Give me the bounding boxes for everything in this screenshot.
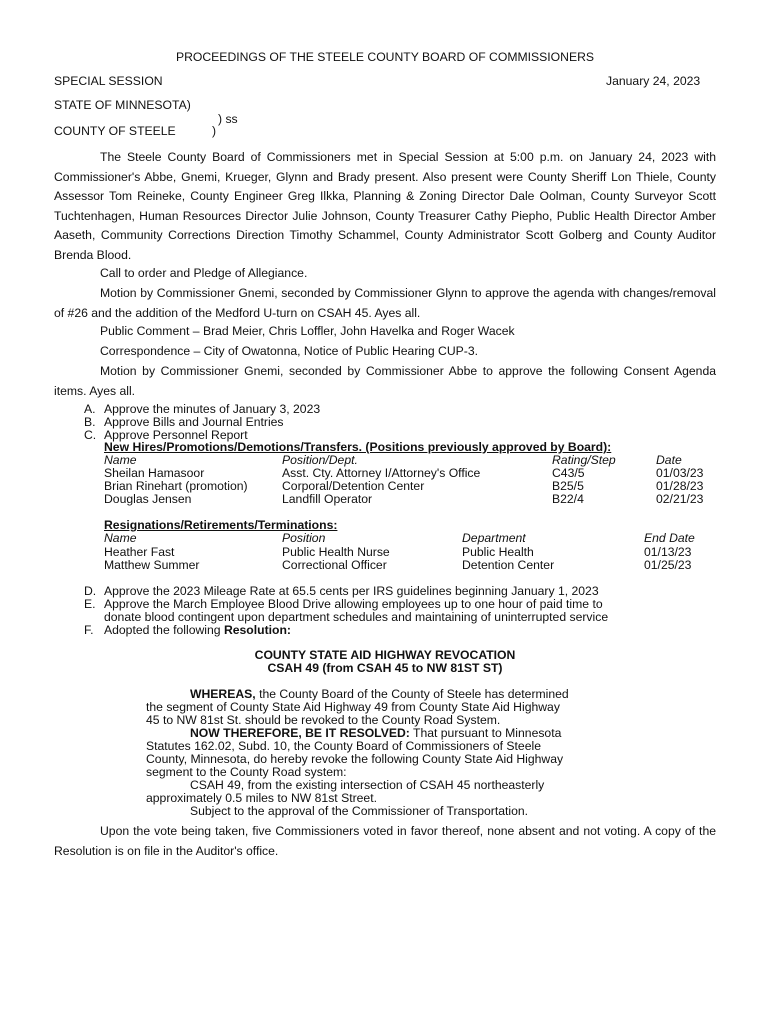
table-cell: Heather Fast	[104, 545, 175, 559]
resolution-title: COUNTY STATE AID HIGHWAY REVOCATION	[254, 648, 516, 662]
table-cell: C43/5	[552, 466, 585, 480]
resolved-cont: Statutes 162.02, Subd. 10, the County Board of Commissioners of Steele	[146, 739, 541, 753]
table-cell: Detention Center	[462, 558, 555, 572]
consent-motion: Motion by Commissioner Gnemi, seconded by Commissioner Abbe to approve the following Consent Agenda items. Ayes all.	[54, 364, 716, 398]
list-marker: B.	[84, 415, 96, 429]
intro-paragraph: The Steele County Board of Commissioners met in Special Session at 5:00 p.m. on January 24, 2023 with Commissioner's Abbe, Gnemi, Krueger, Glynn and Brady present. Also present were County Sheriff Lon Thiele, County Assessor Tom Reineke, County Engineer Greg Ilkka, Planning & Zoning Director Dale Oolman, County Surveyor Scott Tuchtenhagen, Human Resources Director Julie Johnson, County Treasurer Cathy Piepho, Public Health Director Amber Aaseth, Community Corrections Direction Timothy Schammel, County Administrator Scott Golberg and County Auditor Brenda Blood.	[54, 150, 716, 262]
hires-heading: New Hires/Promotions/Demotions/Transfers. (Positions previously approved by Board):	[104, 440, 612, 454]
list-marker: F.	[84, 623, 94, 637]
csah-cont: approximately 0.5 miles to NW 81st Street.	[146, 791, 377, 805]
table-cell: Matthew Summer	[104, 558, 200, 572]
resolution-label: Resolution:	[223, 623, 291, 637]
resign-col-end: End Date	[644, 531, 695, 545]
session-type: SPECIAL SESSION	[54, 74, 163, 88]
consent-item-c: Approve Personnel Report	[104, 428, 248, 442]
table-cell: Landfill Operator	[282, 492, 373, 506]
consent-item-e: Approve the March Employee Blood Drive allowing employees up to one hour of paid time to	[104, 597, 603, 611]
state-line: STATE OF MINNESOTA)	[54, 98, 191, 112]
county-line: COUNTY OF STEELE	[54, 124, 176, 138]
hires-col-name: Name	[104, 453, 137, 467]
resign-col-department: Department	[462, 531, 526, 545]
list-marker: E.	[84, 597, 96, 611]
correspondence: Correspondence – City of Owatonna, Notice of Public Hearing CUP-3.	[100, 344, 478, 358]
table-cell: Sheilan Hamasoor	[104, 466, 205, 480]
table-cell: 01/13/23	[644, 545, 692, 559]
subject-line: Subject to the approval of the Commissioner of Transportation.	[190, 804, 529, 818]
csah-line: CSAH 49, from the existing intersection of CSAH 45 northeasterly	[190, 778, 545, 792]
table-cell: Public Health Nurse	[282, 545, 390, 559]
table-cell: Public Health	[462, 545, 534, 559]
table-cell: Correctional Officer	[282, 558, 387, 572]
resolution-subtitle: CSAH 49 (from CSAH 45 to NW 81ST ST)	[267, 661, 503, 675]
agenda-motion: Motion by Commissioner Gnemi, seconded by Commissioner Glynn to approve the agenda with changes/removal of #26 and the addition of the Medford U-turn on CSAH 45. Ayes all.	[54, 286, 716, 320]
table-cell: 02/21/23	[656, 492, 704, 506]
table-cell: 01/25/23	[644, 558, 692, 572]
table-cell: B22/4	[552, 492, 584, 506]
resign-col-name: Name	[104, 531, 137, 545]
consent-item-b: Approve Bills and Journal Entries	[104, 415, 284, 429]
consent-item-f-text: Adopted the following	[104, 623, 224, 637]
table-cell: Douglas Jensen	[104, 492, 192, 506]
whereas-text: the County Board of the County of Steele has determined	[255, 687, 569, 701]
resignations-heading: Resignations/Retirements/Terminations:	[104, 518, 338, 532]
page-title: PROCEEDINGS OF THE STEELE COUNTY BOARD OF COMMISSIONERS	[175, 50, 595, 64]
resolved-text: That pursuant to Minnesota	[409, 726, 562, 740]
whereas-line	[190, 687, 569, 701]
consent-item-f	[104, 623, 291, 637]
ss-mark: ) ss	[218, 112, 238, 126]
table-cell: Asst. Cty. Attorney I/Attorney's Office	[282, 466, 481, 480]
public-comment: Public Comment – Brad Meier, Chris Loffler, John Havelka and Roger Wacek	[100, 324, 515, 338]
county-paren: )	[212, 124, 217, 138]
list-marker: A.	[84, 402, 96, 416]
table-cell: 01/28/23	[656, 479, 704, 493]
call-to-order: Call to order and Pledge of Allegiance.	[100, 266, 308, 280]
table-cell: Brian Rinehart (promotion)	[104, 479, 248, 493]
resolved-line	[190, 726, 561, 740]
resolved-cont: segment to the County Road system:	[146, 765, 347, 779]
consent-item-d: Approve the 2023 Mileage Rate at 65.5 cents per IRS guidelines beginning January 1, 2023	[104, 584, 599, 598]
whereas-cont: 45 to NW 81st St. should be revoked to the County Road System.	[146, 713, 501, 727]
resign-col-position: Position	[282, 531, 326, 545]
table-cell: 01/03/23	[656, 466, 704, 480]
list-marker: D.	[84, 584, 97, 598]
hires-col-date: Date	[656, 453, 682, 467]
session-date: January 24, 2023	[606, 74, 701, 88]
consent-item-e-cont: donate blood contingent upon department schedules and maintaining of uninterrupted service	[104, 610, 609, 624]
consent-item-a: Approve the minutes of January 3, 2023	[104, 402, 321, 416]
whereas-label: WHEREAS,	[190, 687, 256, 701]
closing-paragraph: Upon the vote being taken, five Commissioners voted in favor thereof, none absent and not voting. A copy of the Resolution is on file in the Auditor's office.	[54, 824, 716, 858]
resolved-cont: County, Minnesota, do hereby revoke the following County State Aid Highway	[146, 752, 564, 766]
resolved-label: NOW THEREFORE, BE IT RESOLVED:	[190, 726, 410, 740]
hires-col-rating: Rating/Step	[552, 453, 616, 467]
hires-col-position: Position/Dept.	[282, 453, 358, 467]
whereas-cont: the segment of County State Aid Highway 49 from County State Aid Highway	[146, 700, 560, 714]
list-marker: C.	[84, 428, 97, 442]
table-cell: B25/5	[552, 479, 584, 493]
table-cell: Corporal/Detention Center	[282, 479, 425, 493]
